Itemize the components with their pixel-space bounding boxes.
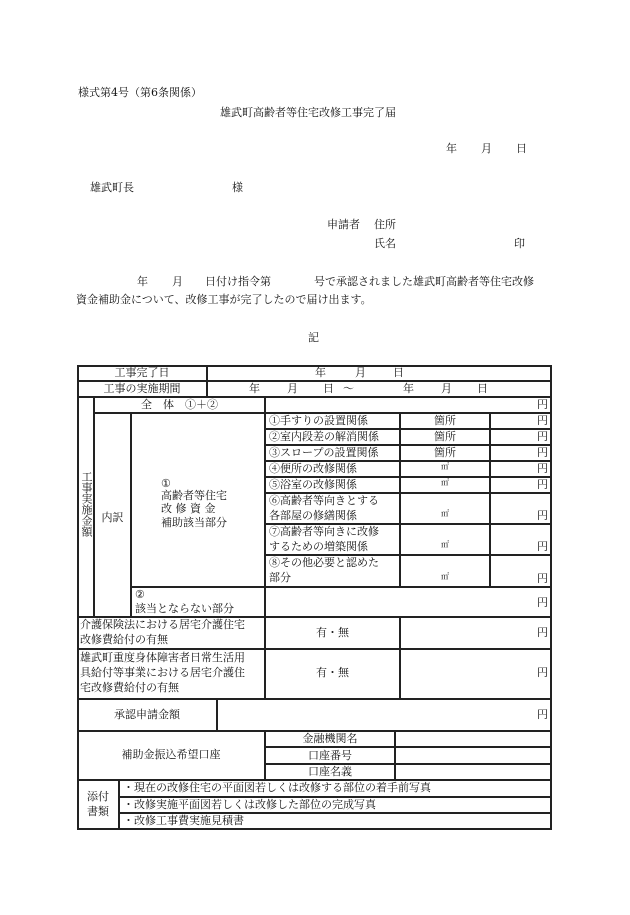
disability-label-1: 雄武町重度身体障害者日常生活用 bbox=[80, 651, 245, 664]
approval-yen: 円 bbox=[537, 708, 548, 721]
item-unit: ㎡ bbox=[441, 540, 449, 549]
date-year: 年 bbox=[446, 142, 457, 155]
bank-field-institution: 金融機関名 bbox=[302, 732, 358, 745]
completion-month: 月 bbox=[355, 366, 366, 379]
bank-label: 補助金振込希望口座 bbox=[121, 748, 221, 761]
addressee-name: 雄武町長 bbox=[90, 181, 134, 194]
item-yen: 円 bbox=[537, 446, 548, 459]
breakdown-label: 内訳 bbox=[101, 511, 124, 524]
form-table bbox=[77, 365, 552, 830]
bank-account-holder-input[interactable] bbox=[395, 764, 552, 780]
attachment-item-1: ・現在の改修住宅の平面図若しくは改修する部位の着手前写真 bbox=[123, 781, 431, 794]
item-unit-cell[interactable] bbox=[400, 555, 490, 587]
item-label: ⑥高齢者等向きとする bbox=[269, 494, 379, 507]
completion-year: 年 bbox=[315, 366, 326, 379]
item-unit: 箇所 bbox=[434, 446, 456, 459]
period-day-start: 日 bbox=[323, 382, 334, 395]
item-label: ④便所の改修関係 bbox=[269, 462, 357, 475]
attachments-label-2: 書類 bbox=[87, 805, 109, 818]
item-yen: 円 bbox=[537, 540, 548, 553]
item-label: ⑧その他必要と認めた bbox=[269, 556, 379, 569]
body-rest: 号で承認されました雄武町高齢者等住宅改修 bbox=[314, 275, 534, 288]
period-tilde: ～ bbox=[343, 382, 354, 395]
period-month-start: 月 bbox=[287, 382, 298, 395]
item-unit: ㎡ bbox=[441, 478, 449, 487]
applicant-seal: 印 bbox=[514, 237, 525, 250]
disability-choice: 有・無 bbox=[316, 666, 349, 679]
side-label: 工事実施金額 bbox=[80, 471, 93, 537]
item-label: ③スロープの設置関係 bbox=[269, 446, 379, 459]
document-title: 雄武町高齢者等住宅改修工事完了届 bbox=[220, 106, 396, 119]
item-label: ⑤浴室の改修関係 bbox=[269, 478, 357, 491]
disability-yen: 円 bbox=[537, 666, 548, 679]
non-subsidy-label: 該当とならない部分 bbox=[135, 602, 234, 615]
subsidy-part-line2: 改 修 資 金 bbox=[161, 502, 216, 515]
item-label: ②室内段差の解消関係 bbox=[269, 430, 379, 443]
item-unit: ㎡ bbox=[441, 509, 449, 518]
item-yen: 円 bbox=[537, 462, 548, 475]
applicant-address-label: 住所 bbox=[374, 218, 396, 231]
period-day-end: 日 bbox=[477, 382, 488, 395]
item-unit: 箇所 bbox=[434, 414, 456, 427]
item-yen: 円 bbox=[537, 430, 548, 443]
item-label: ⑦高齢者等向きに改修 bbox=[269, 525, 379, 538]
item-unit: 箇所 bbox=[434, 430, 456, 443]
subsidy-part-line3: 補助該当部分 bbox=[161, 516, 227, 529]
date-day: 日 bbox=[516, 142, 527, 155]
item-label: 各部屋の修繕関係 bbox=[269, 509, 357, 522]
body-year: 年 bbox=[137, 275, 148, 288]
item-label: するための増築関係 bbox=[269, 540, 368, 553]
disability-label-3: 宅改修費給付の有無 bbox=[80, 681, 179, 694]
subsidy-part-num: ① bbox=[161, 477, 171, 490]
period-month-end: 月 bbox=[441, 382, 452, 395]
period-label: 工事の実施期間 bbox=[103, 382, 181, 395]
item-yen: 円 bbox=[537, 572, 548, 585]
item-yen: 円 bbox=[537, 509, 548, 522]
approval-label: 承認申請金額 bbox=[114, 708, 180, 721]
care-insurance-label-2: 改修費給付の有無 bbox=[80, 633, 168, 646]
body-line2: 資金補助金について、改修工事が完了したので届け出ます。 bbox=[76, 293, 372, 306]
applicant-name-label: 氏名 bbox=[374, 237, 396, 250]
applicant-label: 申請者 bbox=[327, 218, 360, 231]
body-approval: 日付け指令第 bbox=[205, 275, 271, 288]
item-unit: ㎡ bbox=[441, 462, 449, 471]
bank-institution-input[interactable] bbox=[395, 731, 552, 747]
date-month: 月 bbox=[481, 142, 492, 155]
item-yen: 円 bbox=[537, 414, 548, 427]
bank-field-account-holder: 口座名義 bbox=[308, 765, 352, 778]
item-unit: ㎡ bbox=[441, 572, 449, 581]
total-label: 全 体 ①＋② bbox=[141, 398, 218, 411]
ki-marker: 記 bbox=[308, 331, 319, 344]
subsidy-part-line1: 高齢者等住宅 bbox=[161, 489, 227, 502]
disability-label-2: 具給付等事業における居宅介護住 bbox=[80, 666, 245, 679]
item-label: 部分 bbox=[269, 571, 291, 584]
item-yen: 円 bbox=[537, 478, 548, 491]
period-year-start: 年 bbox=[249, 382, 260, 395]
body-month: 月 bbox=[172, 275, 183, 288]
completion-day: 日 bbox=[393, 366, 404, 379]
form-number: 様式第4号（第6条関係） bbox=[78, 86, 202, 99]
non-subsidy-yen: 円 bbox=[537, 596, 548, 609]
care-insurance-label-1: 介護保険法における居宅介護住宅 bbox=[80, 618, 245, 631]
period-year-end: 年 bbox=[403, 382, 414, 395]
addressee-honorific: 様 bbox=[232, 181, 243, 194]
attachment-item-2: ・改修実施平面図若しくは改修した部位の完成写真 bbox=[123, 798, 376, 811]
non-subsidy-num: ② bbox=[135, 588, 145, 601]
attachments-label-1: 添付 bbox=[87, 790, 109, 803]
item-label: ①手すりの設置関係 bbox=[269, 414, 368, 427]
total-yen: 円 bbox=[537, 398, 548, 411]
completion-date-label: 工事完了日 bbox=[114, 366, 170, 379]
bank-field-account-number: 口座番号 bbox=[308, 749, 352, 762]
bank-account-number-input[interactable] bbox=[395, 747, 552, 764]
care-insurance-choice: 有・無 bbox=[316, 626, 349, 639]
completion-date-cell[interactable] bbox=[207, 365, 552, 381]
attachment-item-3: ・改修工事費実施見積書 bbox=[123, 814, 244, 827]
care-insurance-yen: 円 bbox=[537, 626, 548, 639]
